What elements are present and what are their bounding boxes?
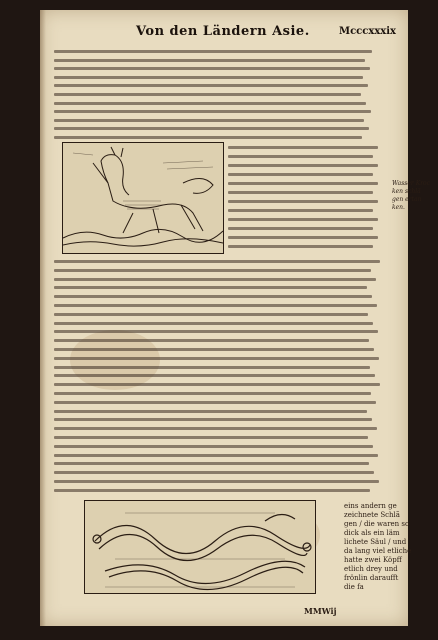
margin-note-line: ken schlã <box>392 188 421 195</box>
text-line <box>54 269 371 272</box>
side-text-line: etlich drey und <box>344 565 398 573</box>
text-line <box>54 383 380 386</box>
text-line <box>54 50 372 53</box>
text-line <box>54 339 369 342</box>
text-line <box>54 286 367 289</box>
text-line <box>228 236 378 239</box>
text-line <box>54 59 365 62</box>
side-text-line: frönlin daraufft <box>344 574 399 582</box>
text-line <box>54 366 370 369</box>
text-line <box>54 93 361 96</box>
side-text-line: lichete Säul / und <box>344 538 407 546</box>
text-line <box>54 454 378 457</box>
side-text-line: zeichnete Schlã <box>344 511 400 519</box>
text-line <box>54 462 369 465</box>
text-line <box>228 245 373 248</box>
margin-note-line: Wasser Kroc <box>392 180 431 187</box>
side-text-line: die fa <box>344 583 364 591</box>
side-text-line: eins andern ge <box>344 502 397 510</box>
margin-note-line: gen ertan <box>392 196 422 203</box>
text-line <box>54 436 368 439</box>
text-line <box>54 471 374 474</box>
text-line <box>54 489 370 492</box>
margin-note <box>392 180 438 212</box>
catchword: MMWij <box>304 606 337 616</box>
text-line <box>54 119 364 122</box>
text-line <box>54 392 371 395</box>
text-line <box>228 191 373 194</box>
page-edge-shadow <box>40 10 46 626</box>
text-line <box>54 278 376 281</box>
side-text-line: gen / die waren so <box>344 520 410 528</box>
text-line <box>54 67 370 70</box>
horse-woodcut-icon <box>63 143 223 253</box>
text-line <box>54 136 362 139</box>
folio-number: Mcccxxxix <box>339 26 396 37</box>
text-line <box>54 374 375 377</box>
text-line <box>54 84 368 87</box>
side-text-line: da lang viel etliche <box>344 547 412 555</box>
text-line <box>54 260 380 263</box>
page-title: Von den Ländern Asie. <box>136 24 310 39</box>
text-line <box>54 401 376 404</box>
text-line <box>228 155 373 158</box>
text-line <box>54 330 378 333</box>
text-line <box>54 102 366 105</box>
text-line <box>54 480 379 483</box>
horse-woodcut <box>62 142 224 254</box>
serpents-woodcut-icon <box>85 501 315 593</box>
book-page <box>40 10 431 626</box>
text-line <box>228 200 378 203</box>
text-line <box>54 127 369 130</box>
side-text-column <box>344 502 412 592</box>
page-header <box>40 24 408 42</box>
text-line <box>228 146 378 149</box>
text-line <box>54 313 368 316</box>
text-line <box>54 418 372 421</box>
text-line <box>228 164 378 167</box>
text-line <box>228 173 373 176</box>
text-line <box>54 445 373 448</box>
side-text-line: hatte zwei Köpff <box>344 556 402 564</box>
text-line <box>54 348 374 351</box>
text-line <box>228 209 373 212</box>
text-line <box>228 182 378 185</box>
text-line <box>54 304 377 307</box>
text-line <box>228 218 378 221</box>
text-line <box>54 76 363 79</box>
serpents-woodcut <box>84 500 316 594</box>
text-line <box>54 110 371 113</box>
text-line <box>54 322 373 325</box>
text-line <box>54 295 372 298</box>
side-text-line: dick als ein läm <box>344 529 400 537</box>
margin-note-line: ken. <box>392 204 405 211</box>
text-line <box>228 227 373 230</box>
text-line <box>54 357 379 360</box>
text-line <box>54 410 367 413</box>
text-line <box>54 427 377 430</box>
